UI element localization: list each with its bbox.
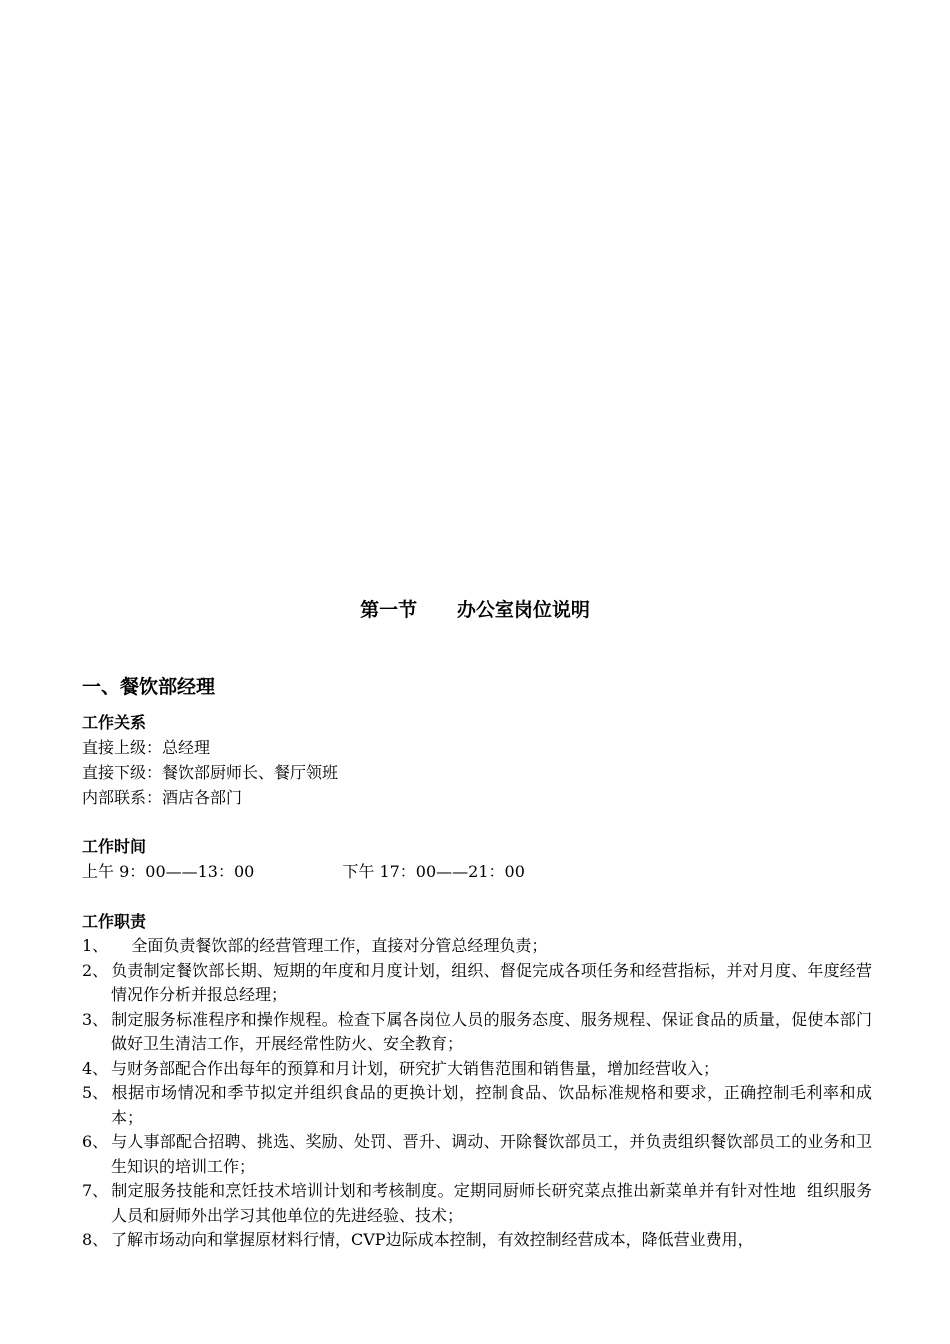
duty-item: 6、 与人事部配合招聘、挑选、奖励、处罚、晋升、调动、开除餐饮部员工，并负责组织餐饮部员工的业务和卫生知识的培训工作； xyxy=(82,1132,872,1176)
section-title: 第一节 办公室岗位说明 xyxy=(360,599,590,621)
duty-item: 8、 了解市场动向和掌握原材料行情，CVP边际成本控制，有效控制经营成本，降低营业费用， xyxy=(82,1230,754,1249)
direct-superior-line: 直接上级：总经理 xyxy=(82,738,211,757)
morning-hours: 上午 9：00——13：00 xyxy=(82,862,255,881)
duties-block xyxy=(82,909,872,1253)
work-time-row xyxy=(82,859,882,884)
duty-item: 5、 根据市场情况和季节拟定并组织食品的更换计划，控制食品、饮品标准规格和要求，正确控制毛利率和成本； xyxy=(82,1083,872,1127)
direct-subordinate-line: 直接下级：餐饮部厨师长、餐厅领班 xyxy=(82,763,339,782)
internal-contact-line: 内部联系：酒店各部门 xyxy=(82,788,243,807)
position-title: 一、餐饮部经理 xyxy=(82,676,216,698)
duty-item: 1、 全面负责餐饮部的经营管理工作，直接对分管总经理负责； xyxy=(82,936,548,955)
duty-item: 3、 制定服务标准程序和操作规程。检查下属各岗位人员的服务态度、服务规程、保证食品的质量，促使本部门做好卫生清洁工作，开展经常性防火、安全教育； xyxy=(82,1009,872,1053)
duty-item: 2、 负责制定餐饮部长期、短期的年度和月度计划，组织、督促完成各项任务和经营指标，并对月度、年度经营情况作分析并报总经理； xyxy=(82,960,872,1004)
duty-item: 4、 与财务部配合作出每年的预算和月计划，研究扩大销售范围和销售量，增加经营收入； xyxy=(82,1058,720,1078)
duties-heading: 工作职责 xyxy=(82,912,147,931)
work-relations-block xyxy=(82,710,882,810)
duty-item: 7、 制定服务技能和烹饪技术培训计划和考核制度。定期同厨师长研究菜点推出新菜单并有针对性地 组织服务人员和厨师外出学习其他单位的先进经验、技术； xyxy=(82,1181,872,1225)
afternoon-hours: 下午 17：00——21：00 xyxy=(342,862,525,881)
work-relations-heading: 工作关系 xyxy=(82,713,147,732)
work-time-block xyxy=(82,834,882,884)
work-time-heading: 工作时间 xyxy=(82,837,147,856)
